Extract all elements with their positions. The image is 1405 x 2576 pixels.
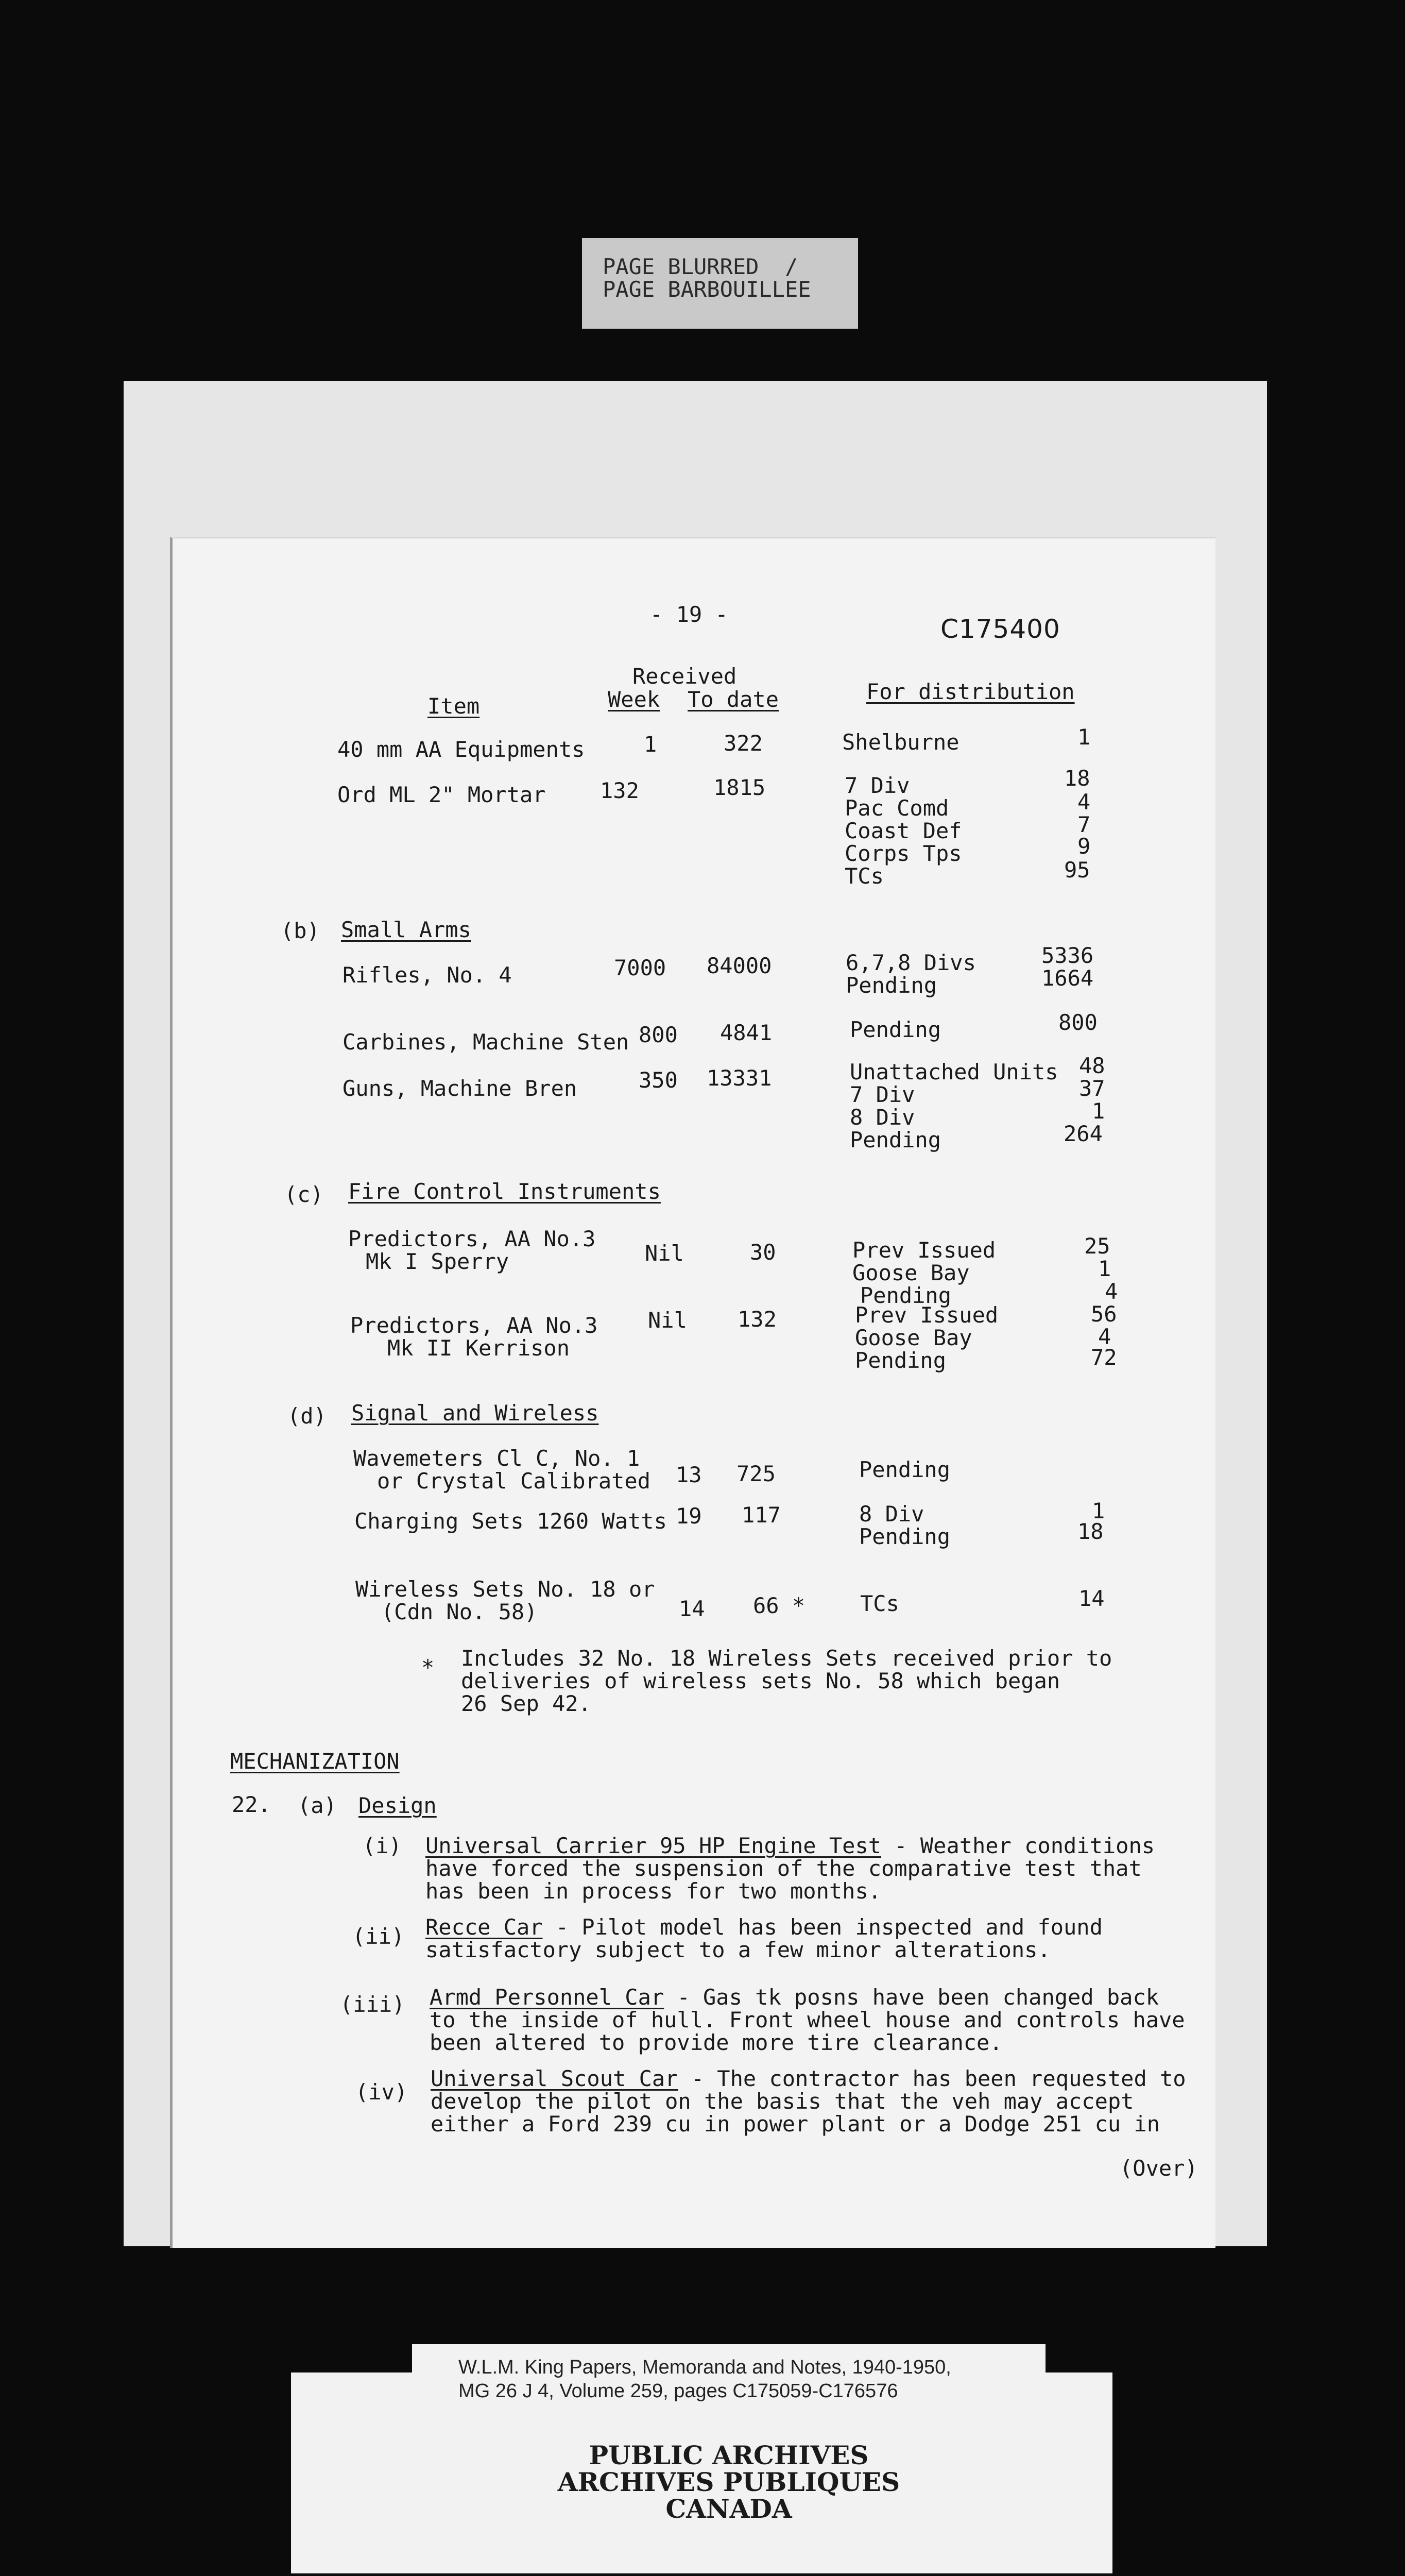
row-week: 1	[644, 732, 657, 757]
source-caption	[412, 2344, 1046, 2411]
dist-value: 9	[1077, 834, 1091, 859]
row-item: Carbines, Machine Sten	[342, 1029, 629, 1055]
row-item: Charging Sets 1260 Watts	[354, 1509, 667, 1534]
page-blurred-stamp	[582, 238, 858, 329]
item-text-line	[431, 2067, 1186, 2091]
row-week: 350	[639, 1067, 678, 1093]
row-week: 800	[639, 1022, 678, 1047]
item-text-line: develop the pilot on the basis that the veh may accept	[431, 2089, 1134, 2114]
row-week: Nil	[645, 1241, 684, 1266]
stamp-line-2: PAGE BARBOUILLEE	[603, 277, 811, 302]
dist-label: Shelburne	[842, 730, 959, 755]
item-text-line	[430, 1986, 1159, 2009]
dist-label: TCs	[860, 1591, 899, 1616]
item-title: Armd Personnel Car	[430, 1985, 664, 2010]
archives-line-1: PUBLIC ARCHIVES	[589, 2440, 869, 2470]
row-to-date: 117	[742, 1502, 781, 1528]
dist-value: 18	[1064, 766, 1090, 791]
header-to-date: To date	[688, 687, 779, 712]
dist-label: Pending	[850, 1017, 941, 1042]
row-item: 40 mm AA Equipments	[337, 737, 585, 762]
row-week: 13	[676, 1462, 702, 1487]
item-number: (i)	[363, 1833, 402, 1858]
item-title: Recce Car	[425, 1914, 543, 1940]
item-text-line: to the inside of hull. Front wheel house and controls have	[430, 2007, 1185, 2032]
item-text-line	[425, 1916, 1103, 1939]
dist-value: 37	[1079, 1076, 1105, 1101]
dist-label: Pac Comd	[845, 795, 949, 821]
row-item-sub: (Cdn No. 58)	[381, 1599, 538, 1624]
row-item: Predictors, AA No.3	[350, 1313, 598, 1338]
dist-value: 1	[1092, 1498, 1105, 1523]
row-item-sub: Mk II Kerrison	[387, 1335, 570, 1361]
item-number: (iv)	[355, 2079, 408, 2105]
dist-value: 1	[1092, 1098, 1105, 1124]
item-number: (ii)	[352, 1924, 405, 1949]
item-text-line: has been in process for two months.	[425, 1878, 882, 1904]
archives-line-3: CANADA	[665, 2494, 792, 2524]
item-title: Universal Carrier 95 HP Engine Test	[425, 1833, 882, 1858]
subsection-title-design: Design	[358, 1793, 437, 1818]
section-label-d: (d)	[287, 1403, 327, 1429]
dist-label: Coast Def	[845, 818, 962, 843]
header-week: Week	[608, 687, 660, 712]
dist-label: 7 Div	[845, 773, 910, 798]
dist-label: TCs	[845, 863, 884, 889]
row-item: Predictors, AA No.3	[348, 1226, 596, 1251]
dist-value: 1664	[1041, 965, 1094, 991]
dist-value: 5336	[1041, 943, 1094, 968]
document-reference: C175400	[940, 614, 1060, 644]
row-to-date: 322	[724, 731, 763, 756]
row-to-date: 4841	[720, 1020, 773, 1045]
item-text-line: have forced the suspension of the comparative test that	[425, 1856, 1142, 1881]
dist-label: Corps Tps	[845, 841, 962, 866]
stamp-line-1: PAGE BLURRED /	[603, 254, 798, 279]
item-title: Universal Scout Car	[431, 2066, 678, 2091]
header-item: Item	[427, 693, 480, 719]
dist-label: Prev Issued	[852, 1238, 996, 1263]
section-title-fire-control: Fire Control Instruments	[348, 1179, 661, 1204]
row-week: 14	[679, 1596, 705, 1621]
row-item: Guns, Machine Bren	[342, 1076, 577, 1101]
page-number: - 19 -	[650, 602, 728, 627]
dist-value: 800	[1058, 1010, 1098, 1035]
dist-label: 6,7,8 Divs	[846, 950, 976, 975]
dist-label: Pending	[859, 1524, 951, 1549]
dist-value: 7	[1077, 812, 1091, 837]
dist-value: 25	[1084, 1233, 1110, 1259]
dist-value: 95	[1064, 857, 1090, 883]
row-to-date: 66 *	[753, 1593, 806, 1618]
section-title-signal-wireless: Signal and Wireless	[351, 1400, 599, 1426]
row-item-sub: Mk I Sperry	[366, 1249, 509, 1274]
archives-line-2: ARCHIVES PUBLIQUES	[557, 2467, 900, 2497]
dist-label: Goose Bay	[855, 1325, 972, 1350]
dist-value: 1	[1098, 1256, 1111, 1281]
item-text: - Pilot model has been inspected and found	[542, 1914, 1103, 1940]
dist-value: 264	[1064, 1121, 1103, 1146]
subsection-label: (a)	[298, 1793, 337, 1818]
dist-label: 7 Div	[850, 1082, 915, 1107]
row-week: Nil	[648, 1308, 687, 1333]
header-received: Received	[632, 664, 737, 689]
dist-value: 4	[1098, 1324, 1111, 1349]
row-week: 132	[600, 778, 639, 803]
dist-label: Pending	[860, 1283, 952, 1308]
row-to-date: 84000	[707, 953, 772, 978]
item-text-line: either a Ford 239 cu in power plant or a Dodge 251 cu in	[431, 2111, 1160, 2137]
dist-label: 8 Div	[859, 1501, 924, 1527]
row-item-sub: or Crystal Calibrated	[377, 1468, 651, 1494]
dist-value: 72	[1091, 1345, 1117, 1370]
dist-value: 4	[1077, 789, 1091, 815]
dist-label: Pending	[855, 1348, 947, 1373]
item-text-line: satisfactory subject to a few minor alterations.	[425, 1937, 1051, 1962]
item-text-line	[425, 1834, 1155, 1858]
row-item: Ord ML 2" Mortar	[337, 782, 546, 807]
dist-value: 14	[1078, 1586, 1105, 1611]
dist-label: Pending	[859, 1457, 951, 1482]
row-week: 19	[676, 1503, 702, 1529]
paragraph-number: 22.	[232, 1792, 271, 1817]
row-item: Wavemeters Cl C, No. 1	[353, 1446, 640, 1471]
row-to-date: 1815	[713, 775, 766, 800]
header-distribution: For distribution	[866, 679, 1075, 704]
mechanization-heading: MECHANIZATION	[230, 1749, 400, 1774]
caption-line-2: MG 26 J 4, Volume 259, pages C175059-C176576	[458, 2380, 898, 2402]
caption-line-1: W.L.M. King Papers, Memoranda and Notes, 1940-1950,	[458, 2357, 951, 2378]
over-note: (Over)	[1120, 2156, 1198, 2181]
dist-value: 18	[1077, 1519, 1104, 1544]
dist-label: Prev Issued	[855, 1302, 999, 1328]
row-to-date: 725	[736, 1461, 776, 1486]
dist-value: 4	[1105, 1279, 1118, 1304]
dist-label: Goose Bay	[852, 1260, 970, 1285]
row-item: Wireless Sets No. 18 or	[355, 1577, 655, 1602]
footnote-line: deliveries of wireless sets No. 58 which began	[461, 1668, 1060, 1693]
item-text-line: been altered to provide more tire clearance.	[430, 2030, 1003, 2055]
dist-label: 8 Div	[850, 1105, 915, 1130]
item-text: - The contractor has been requested to	[678, 2066, 1186, 2091]
footnote-mark: *	[421, 1655, 435, 1680]
footnote-line: Includes 32 No. 18 Wireless Sets received prior to	[461, 1646, 1112, 1671]
dist-label: Pending	[850, 1127, 941, 1153]
row-item: Rifles, No. 4	[342, 962, 512, 988]
row-to-date: 132	[738, 1307, 777, 1332]
row-to-date: 30	[750, 1240, 776, 1265]
dist-value: 1	[1077, 724, 1091, 750]
section-label-c: (c)	[284, 1182, 323, 1207]
item-text: - Weather conditions	[881, 1833, 1155, 1858]
public-archives-label	[412, 2442, 1046, 2522]
dist-label: Unattached Units	[850, 1059, 1058, 1084]
dist-value: 56	[1091, 1301, 1117, 1327]
row-to-date: 13331	[707, 1065, 772, 1091]
item-text: - Gas tk posns have been changed back	[664, 1985, 1159, 2010]
dist-label: Pending	[846, 973, 937, 998]
row-week: 7000	[614, 955, 666, 980]
dist-value: 48	[1079, 1053, 1105, 1078]
section-label-b: (b)	[281, 918, 320, 943]
item-number: (iii)	[340, 1992, 405, 2017]
section-title-small-arms: Small Arms	[341, 917, 471, 942]
footnote-line: 26 Sep 42.	[461, 1691, 591, 1716]
